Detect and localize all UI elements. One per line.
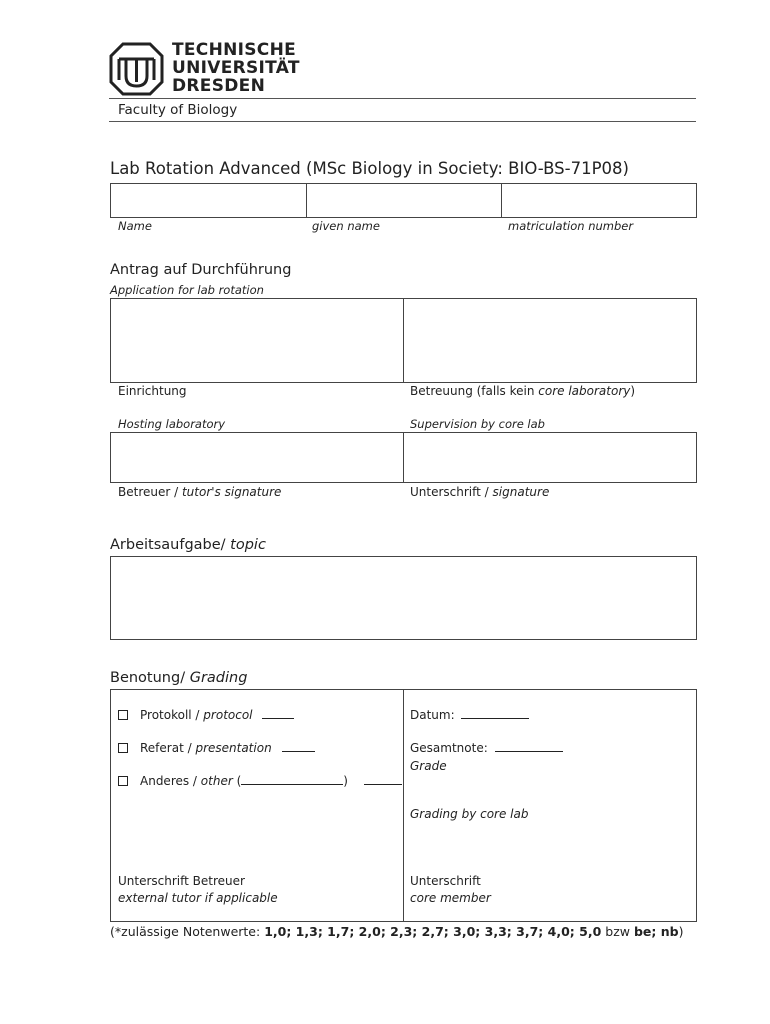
protokoll-italic: protocol	[203, 708, 253, 722]
signature-field[interactable]	[404, 433, 696, 482]
referat-text: Referat /	[140, 741, 196, 755]
person-fields-box	[110, 183, 697, 218]
protokoll-grade-line[interactable]	[262, 708, 294, 719]
unterschrift-label	[410, 485, 549, 499]
given-name-label: given name	[312, 219, 380, 233]
page-title: Lab Rotation Advanced (MSc Biology in Society: BIO-BS-71P08)	[110, 159, 629, 178]
betreuung-field[interactable]	[404, 299, 696, 382]
betreuer-italic: tutor's signature	[181, 485, 282, 499]
datum-line[interactable]	[461, 708, 529, 719]
supervision-label: Supervision by core lab	[410, 417, 545, 431]
unterschrift-text: Unterschrift /	[410, 485, 493, 499]
hosting-label: Hosting laboratory	[118, 417, 226, 431]
gesamtnote-row	[410, 741, 563, 755]
anderes-text: Anderes /	[140, 774, 201, 788]
betreuer-text: Betreuer /	[118, 485, 182, 499]
referat-option	[118, 741, 315, 755]
logo-line-1: TECHNISCHE	[172, 40, 297, 60]
grading-heading	[110, 670, 247, 686]
grading-heading-text: Benotung/	[110, 670, 190, 686]
gesamtnote-line[interactable]	[495, 741, 563, 752]
topic-heading-text: Arbeitsaufgabe/	[110, 537, 231, 553]
tu-dresden-logo	[109, 42, 309, 96]
protokoll-text: Protokoll /	[140, 708, 204, 722]
signature-box	[110, 432, 697, 483]
topic-heading-italic: topic	[230, 537, 266, 553]
betreuung-close: )	[630, 384, 636, 398]
footnote-extra: be; nb	[633, 924, 679, 939]
topic-box[interactable]	[110, 556, 697, 640]
anderes-close: )	[343, 774, 348, 788]
grading-heading-italic: Grading	[189, 670, 248, 686]
matriculation-number-field[interactable]	[502, 184, 696, 217]
grade-values-footnote	[110, 924, 683, 939]
referat-grade-line[interactable]	[282, 741, 315, 752]
header-rule-top	[109, 98, 696, 99]
footnote-values: 1,0; 1,3; 1,7; 2,0; 2,3; 2,7; 3,0; 3,3; 3,7; 4,0; 5,0	[264, 924, 602, 939]
protokoll-option	[118, 708, 294, 722]
datum-row	[410, 708, 529, 722]
footnote-mid: bzw	[601, 924, 634, 939]
sig-right-line2: core member	[410, 891, 491, 905]
logo-line-3: DRESDEN	[172, 76, 266, 96]
sig-left-line1: Unterschrift Betreuer	[118, 874, 245, 888]
logo-line-2: UNIVERSITÄT	[172, 58, 300, 78]
datum-label: Datum:	[410, 708, 455, 722]
einrichtung-field[interactable]	[111, 299, 403, 382]
anderes-grade-line[interactable]	[364, 774, 402, 785]
application-heading: Antrag auf Durchführung	[110, 262, 292, 278]
betreuer-label	[118, 485, 281, 499]
betreuung-label	[410, 384, 635, 398]
anderes-specify-line[interactable]	[241, 774, 343, 785]
faculty-label: Faculty of Biology	[118, 102, 238, 118]
given-name-field[interactable]	[307, 184, 501, 217]
anderes-italic: other	[200, 774, 233, 788]
grading-by-label: Grading by core lab	[410, 807, 529, 821]
matriculation-label: matriculation number	[508, 219, 634, 233]
divider	[403, 690, 404, 921]
anderes-checkbox[interactable]	[118, 776, 128, 786]
einrichtung-label: Einrichtung	[118, 384, 187, 398]
application-box	[110, 298, 697, 383]
betreuung-text: Betreuung (falls kein	[410, 384, 539, 398]
name-label: Name	[118, 219, 152, 233]
sig-left-line2: external tutor if applicable	[118, 891, 278, 905]
referat-checkbox[interactable]	[118, 743, 128, 753]
referat-italic: presentation	[195, 741, 272, 755]
unterschrift-italic: signature	[492, 485, 550, 499]
gesamtnote-label: Gesamtnote:	[410, 741, 488, 755]
anderes-open: (	[232, 774, 242, 788]
tu-logo-icon	[109, 42, 164, 96]
footnote-suffix: )	[678, 924, 684, 939]
anderes-option	[118, 774, 402, 788]
betreuung-italic: core laboratory	[538, 384, 631, 398]
application-subheading: Application for lab rotation	[110, 283, 264, 297]
grade-label: Grade	[410, 759, 447, 773]
sig-right-line1: Unterschrift	[410, 874, 481, 888]
topic-heading	[110, 537, 266, 553]
tutor-signature-field[interactable]	[111, 433, 403, 482]
header-rule-bottom	[109, 121, 696, 122]
name-field[interactable]	[111, 184, 306, 217]
footnote-prefix: (*zulässige Notenwerte:	[110, 924, 265, 939]
protokoll-checkbox[interactable]	[118, 710, 128, 720]
